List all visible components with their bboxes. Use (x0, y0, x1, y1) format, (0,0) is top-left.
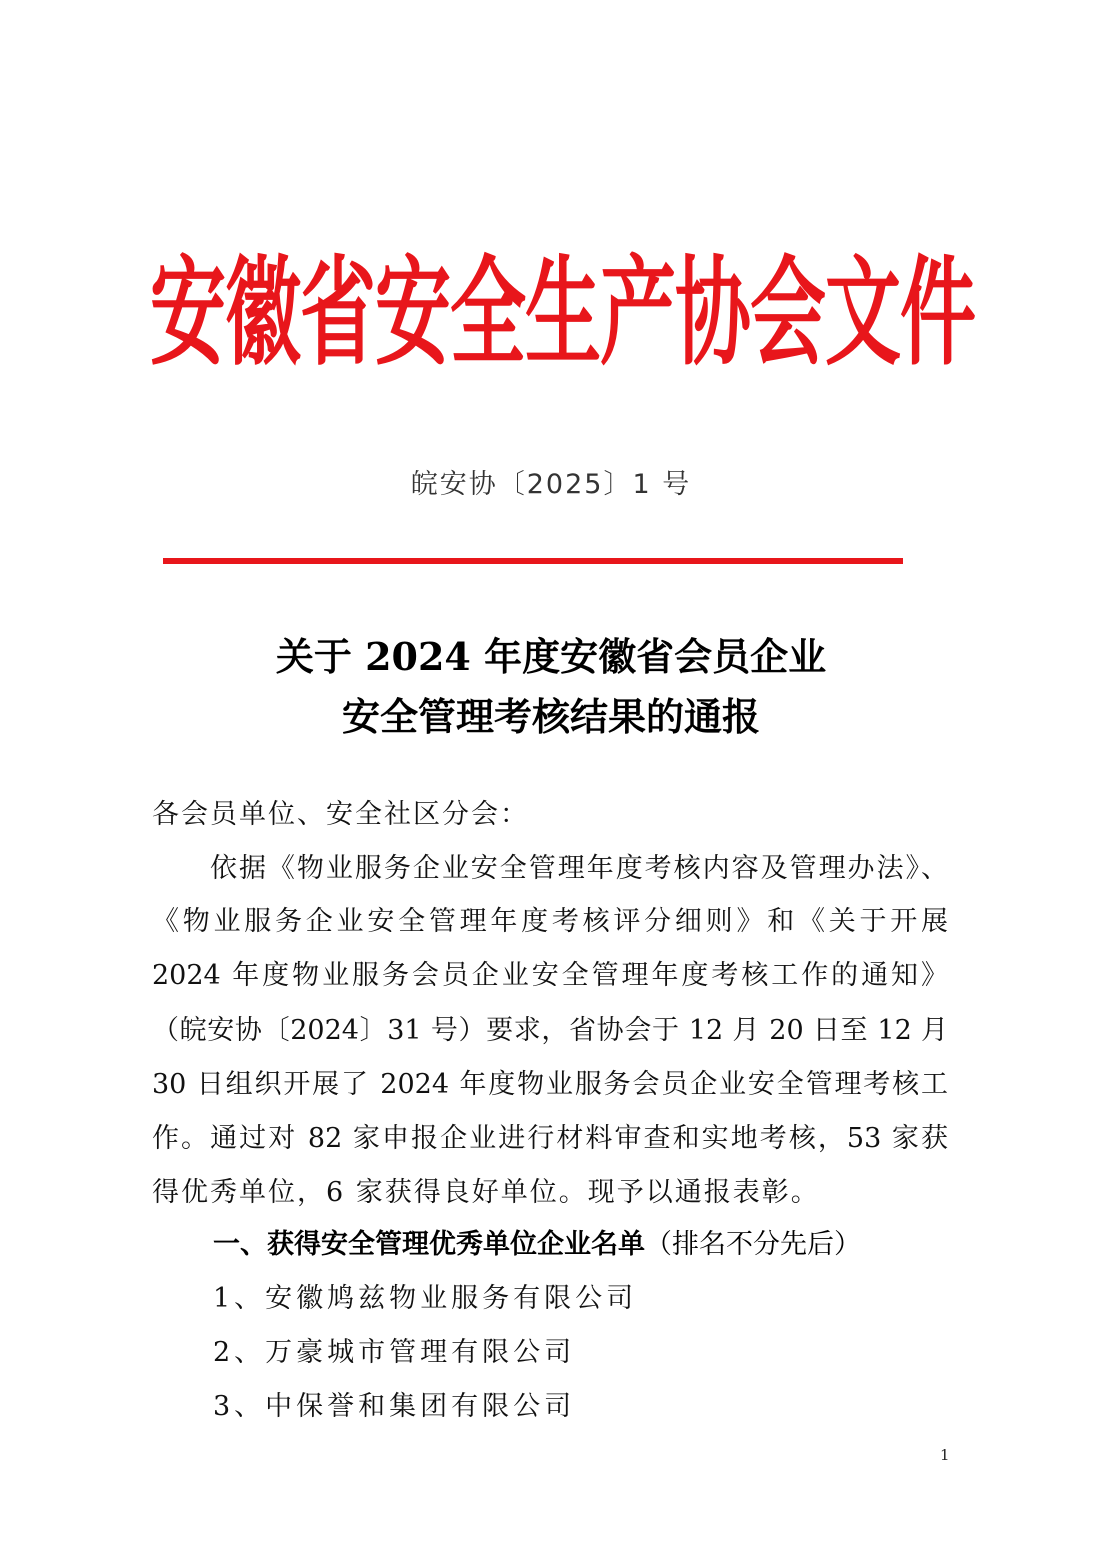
list-item: 2、万豪城市管理有限公司 (213, 1337, 576, 1368)
document-header-title: 安徽省安全生产协会文件 (150, 243, 975, 382)
red-divider (163, 558, 903, 564)
body-paragraph-line: 《物业服务企业安全管理年度考核评分细则》和《关于开展 (152, 906, 948, 937)
section-heading-note: （排名不分先后） (645, 1229, 861, 1260)
document-number: 皖安协〔2025〕1 号 (410, 469, 692, 500)
body-paragraph-line: 30 日组织开展了 2024 年度物业服务会员企业安全管理考核工 (152, 1069, 948, 1100)
body-paragraph-line: 得优秀单位，6 家获得良好单位。现予以通报表彰。 (152, 1177, 820, 1208)
body-paragraph-line: 2024 年度物业服务会员企业安全管理年度考核工作的通知》 (152, 960, 948, 991)
body-paragraph-line: 依据《物业服务企业安全管理年度考核内容及管理办法》、 (152, 853, 948, 884)
list-item: 3、中保誉和集团有限公司 (213, 1391, 576, 1422)
section-heading-title: 一、获得安全管理优秀单位企业名单 (213, 1229, 645, 1260)
body-paragraph-line: （皖安协〔2024〕31 号）要求，省协会于 12 月 20 日至 12 月 (152, 1015, 948, 1046)
body-paragraph-line: 作。通过对 82 家申报企业进行材料审查和实地考核，53 家获 (152, 1123, 948, 1154)
notice-title-line-1: 关于 2024 年度安徽省会员企业 (275, 634, 827, 679)
notice-title-line-2: 安全管理考核结果的通报 (341, 694, 760, 739)
salutation: 各会员单位、安全社区分会： (152, 799, 529, 830)
page-number: 1 (940, 1446, 950, 1464)
list-item: 1、安徽鸠兹物业服务有限公司 (213, 1283, 638, 1314)
section-heading (213, 1222, 861, 1261)
